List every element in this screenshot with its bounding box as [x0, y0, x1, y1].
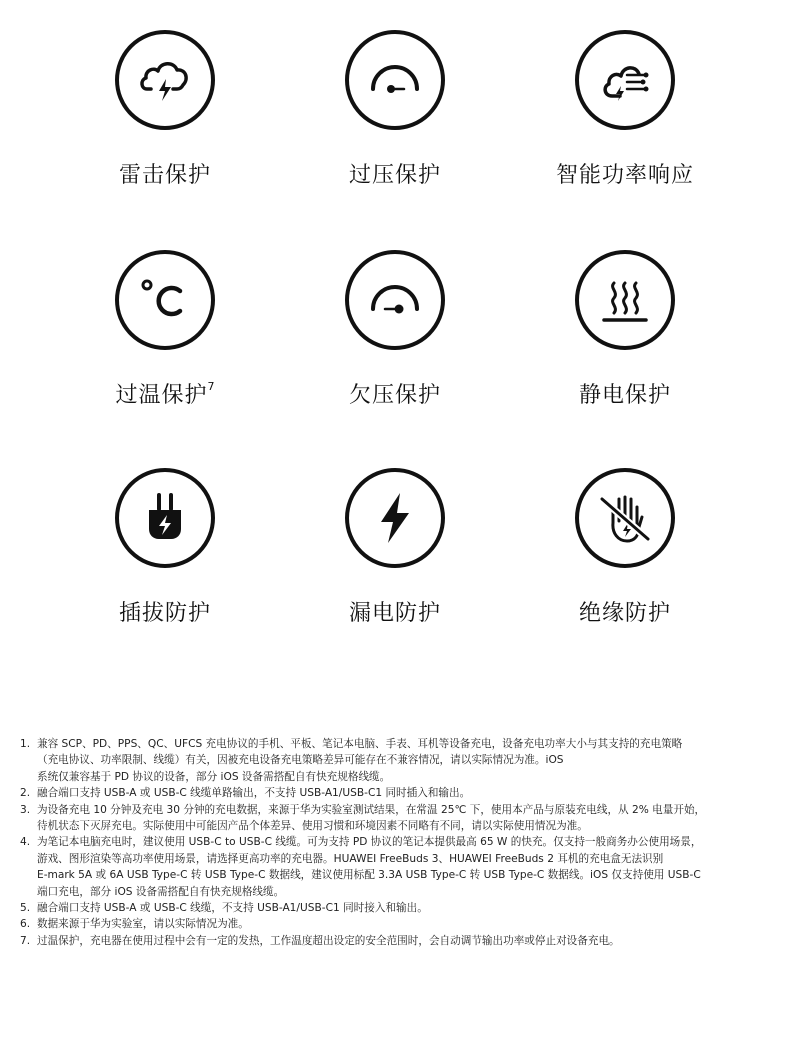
overvoltage-gauge-icon — [364, 49, 426, 111]
footnote — [20, 736, 780, 785]
footnote — [20, 802, 780, 835]
footnote — [20, 900, 780, 916]
plug-icon — [134, 487, 196, 549]
celsius-icon — [134, 269, 196, 331]
icon-badge — [115, 250, 215, 350]
footnote-line: 端口充电，部分 iOS 设备需搭配自有快充规格线缆。 — [37, 885, 285, 898]
icon-badge — [345, 468, 445, 568]
smart-power-cloud-icon — [594, 49, 656, 111]
footnote-line: 待机状态下灭屏充电。实际使用中可能因产品个体差异、使用习惯和环境因素不同略有不同，请以实际使用情况为准。 — [37, 820, 588, 833]
feature-label: 过压保护 — [348, 163, 441, 188]
icon-badge — [575, 250, 675, 350]
footnote-number: 7. — [20, 934, 31, 947]
icon-badge — [115, 30, 215, 130]
static-heat-waves-icon — [594, 269, 656, 331]
lightning-cloud-icon — [134, 49, 196, 111]
footnote — [20, 933, 780, 949]
feature-smart-power-response — [510, 30, 740, 230]
footnote-line: 融合端口支持 USB-A 或 USB-C 线缆单路输出，不支持 USB-A1/USB-C1 同时插入和输出。 — [37, 787, 471, 800]
undervoltage-gauge-icon — [364, 269, 426, 331]
feature-undervoltage-protection — [280, 250, 510, 450]
feature-label: 欠压保护 — [348, 383, 441, 408]
lightning-bolt-icon — [364, 487, 426, 549]
no-touch-hand-icon — [594, 487, 656, 549]
footnote — [20, 916, 780, 932]
feature-overvoltage-protection — [280, 30, 510, 230]
feature-leakage-protection — [280, 468, 510, 668]
footnote-line: 过温保护，充电器在使用过程中会有一定的发热，工作温度超出设定的安全范围时，会自动调节输出功率或停止对设备充电。 — [37, 934, 620, 947]
feature-label: 过温保护$^7$ — [115, 380, 215, 408]
footnote-line: 融合端口支持 USB-A 或 USB-C 线缆，不支持 USB-A1/USB-C1 同时接入和输出。 — [37, 902, 428, 915]
footnote-line: 为设备充电 10 分钟及充电 30 分钟的充电数据，来源于华为实验室测试结果，在常温 25℃ 下，使用本产品与原装充电线，从 2% 电量开始， — [37, 803, 706, 816]
icon-badge — [575, 30, 675, 130]
footnote-number: 1. — [20, 738, 31, 750]
footnote — [20, 785, 780, 801]
feature-label: 绝缘防护 — [578, 601, 671, 626]
feature-label: 雷击保护 — [118, 163, 211, 188]
feature-overtemperature-protection — [50, 250, 280, 450]
footnote-line: 游戏、图形渲染等高功率使用场景，请选择更高功率的充电器。HUAWEI FreeBuds 3、HUAWEI FreeBuds 2 耳机的充电盒无法识别 — [37, 852, 664, 865]
icon-badge — [345, 30, 445, 130]
feature-label: 插拔防护 — [118, 601, 211, 626]
feature-insulation-protection — [510, 468, 740, 668]
footnote-line: 兼容 SCP、PD、PPS、QC、UFCS 充电协议的手机、平板、笔记本电脑、手表、耳机等设备充电，设备充电功率大小与其支持的充电策略 — [37, 738, 683, 750]
feature-lightning-protection — [50, 30, 280, 230]
footnote-line: E-mark 5A 或 6A USB Type-C 转 USB Type-C 数据线，建议使用标配 3.3A USB Type-C 转 USB Type-C 数据线。iOS 仅支持使用 USB-C — [37, 869, 701, 882]
footnote-line: 系统仅兼容基于 PD 协议的设备，部分 iOS 设备需搭配自有快充规格线缆。 — [37, 770, 391, 783]
footnote-line: 数据来源于华为实验室，请以实际情况为准。 — [37, 918, 249, 931]
footnote-number: 5. — [20, 902, 31, 915]
footnote-number: 2. — [20, 787, 31, 800]
footnotes — [20, 736, 780, 949]
footnote-number: 4. — [20, 836, 31, 849]
feature-electrostatic-protection — [510, 250, 740, 450]
icon-badge — [115, 468, 215, 568]
footnote-number: 3. — [20, 803, 31, 816]
feature-label: 漏电防护 — [348, 601, 441, 626]
feature-label: 静电保护 — [578, 383, 671, 408]
footnote-line: （充电协议、功率限制、线缆）有关，因被充电设备充电策略差异可能存在不兼容情况，请以实际情况为准。iOS — [37, 754, 564, 767]
feature-label: 智能功率响应 — [555, 163, 694, 188]
icon-badge — [575, 468, 675, 568]
footnote-number: 6. — [20, 918, 31, 931]
feature-plug-protection — [50, 468, 280, 668]
footnote — [20, 834, 780, 900]
footnote-line: 为笔记本电脑充电时，建议使用 USB-C to USB-C 线缆。可为支持 PD 协议的笔记本提供最高 65 W 的快充。仅支持一般商务办公使用场景， — [37, 836, 702, 849]
icon-badge — [345, 250, 445, 350]
